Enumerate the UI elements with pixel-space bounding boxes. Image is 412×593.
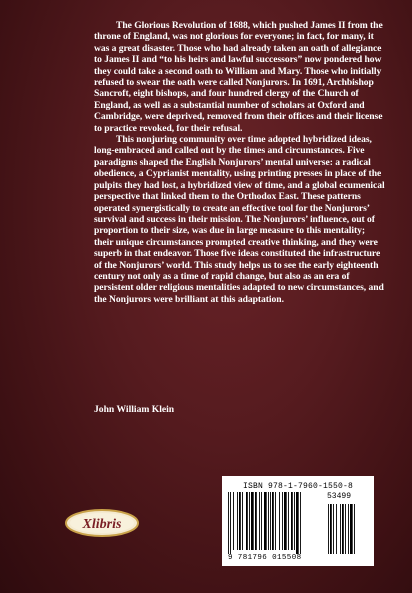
barcode-icon bbox=[228, 492, 368, 554]
logo-text: Xlibris bbox=[82, 517, 122, 532]
author-name: John William Klein bbox=[94, 404, 175, 415]
cover-blurb bbox=[94, 20, 386, 305]
blurb-paragraph-2: This nonjuring community over time adopted hybridized ideas, long-embraced and called out by the times and circumstances. Five paradigms shaped the English Nonjurors’ mental universe: a radical obedience, a Cyprianist mentality, using printing presses in place of the pulpits they had lost, a hybridized view of time, and a global ecumenical perspective that linked them to the Orthodox East. These patterns operated synergistically to create an effective tool for the Nonjurors’ survival and success in their mission. The Nonjurors’ influence, out of proportion to their size, was due in large measure to this mentality; their unique circumstances prompted creative thinking, and they were superb in that endeavor. Those five ideas constituted the infrastructure of the Nonjurors’ world. This study helps us to see the early eighteenth century not only as a time of rapid change, but also as an era of persistent older religious mentalities adapted to new circumstances, and the Nonjurors were brilliant at this adaptation. bbox=[94, 134, 385, 305]
isbn-barcode bbox=[222, 476, 374, 566]
xlibris-logo-icon bbox=[64, 508, 140, 538]
isbn-digits: 9 781796 015508 bbox=[228, 554, 302, 562]
isbn-addon: 53499 bbox=[327, 492, 352, 501]
xlibris-logo bbox=[64, 508, 140, 543]
isbn-label: ISBN 978-1-7960-1550-8 bbox=[242, 482, 354, 491]
blurb-paragraph-1: The Glorious Revolution of 1688, which pushed James II from the throne of England, was not glorious for everyone; in fact, for many, it was a great disaster. Those who had already taken an oath of allegiance to James II and “to his heirs and lawful successors” now pondered how they could take a second oath to William and Mary. Those who initially refused to swear the oath were called Nonjurors. In 1691, Archbishop Sancroft, eight bishops, and four hundred clergy of the Church of England, as well as a substantial number of scholars at Oxford and Cambridge, were deprived, removed from their offices and their license to practice revoked, for their refusal. bbox=[94, 20, 383, 134]
